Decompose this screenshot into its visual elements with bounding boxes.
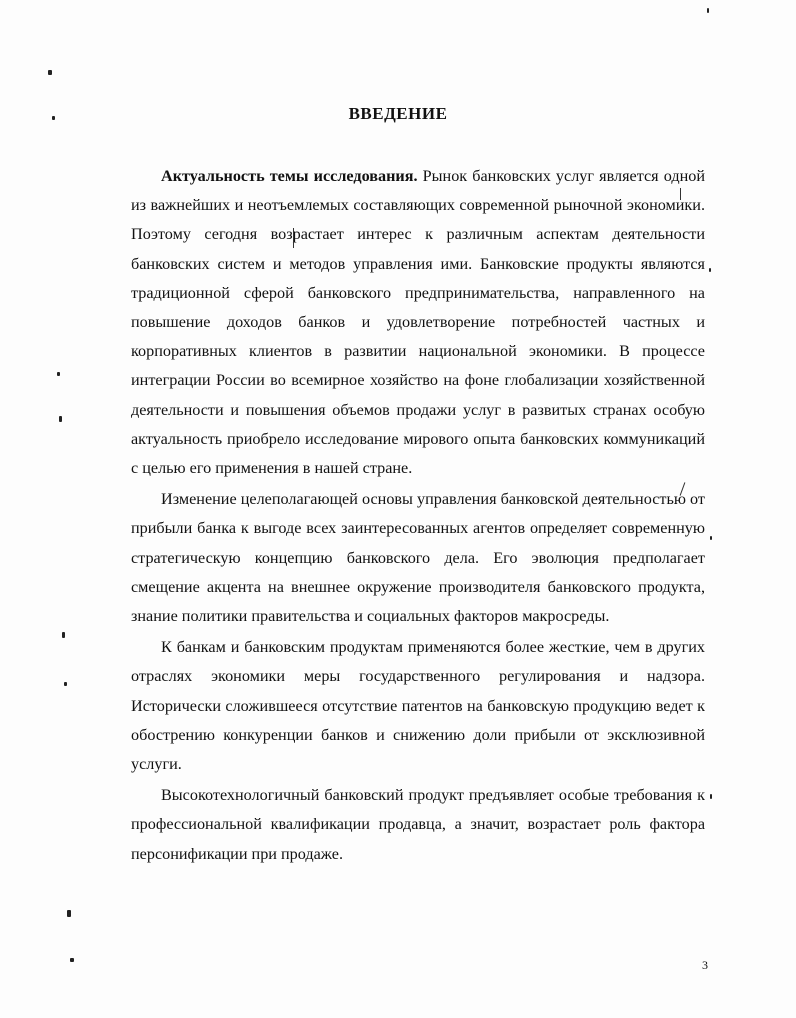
paragraph-regulation: К банкам и банковским продуктам применяются более жесткие, чем в других отраслях экономики меры государственного регулирования и надзора. Исторически сложившееся отсутствие патентов на банковскую продукцию ведет к обострению конкуренции банков и снижению доли прибыли от эксклюзивной услуги. <box>131 638 705 774</box>
scan-speck <box>67 910 71 917</box>
scan-speck <box>48 70 52 75</box>
scan-mark <box>293 228 294 248</box>
scan-speck <box>70 958 74 962</box>
page-title: ВВЕДЕНИЕ <box>348 104 448 123</box>
scan-mark <box>680 188 681 200</box>
scan-speck <box>707 8 709 13</box>
paragraph-text: Рынок банковских услуг является одной из важнейших и неотъемлемых составляющих современной рыночной экономики. Поэтому сегодня возрастает интерес к различным аспектам деятельности банковских систем и методов управления ими. Банковские продукты являются традиционной сферой банковского предпринимательства, направленного на повышение доходов банков и удовлетворение потребностей частных и корпоративных клиентов в развитии национальной экономики. В процессе интеграции России во всемирное хозяйство на фоне глобализации хозяйственной деятельности и повышения объемов продажи услуг в развитых странах особую актуальность приобрело исследование мирового опыта банковских коммуникаций с целью его применения в нашей стране. <box>131 167 705 478</box>
paragraph-management-basis: Изменение целеполагающей основы управления банковской деятельностью от прибыли банка к выгоде всех заинтересованных агентов определяет современную стратегическую концепцию банковского дела. Его эволюция предполагает смещение акцента на внешнее окружение производителя банковского продукта, знание политики правительства и социальных факторов макросреды. <box>131 490 705 626</box>
scan-speck <box>709 268 711 272</box>
scan-speck <box>52 116 55 120</box>
body-text <box>131 162 705 869</box>
paragraph-lead: Актуальность темы исследования. <box>161 167 418 185</box>
scan-speck <box>59 416 62 422</box>
scan-speck <box>64 682 67 686</box>
scan-speck <box>62 632 65 638</box>
paragraph-relevance <box>131 162 705 483</box>
paragraph-high-tech-product: Высокотехнологичный банковский продукт предъявляет особые требования к профессиональной квалификации продавца, а значит, возрастает роль фактора персонификации при продаже. <box>131 786 705 863</box>
scan-speck <box>57 372 60 376</box>
page-number: 3 <box>702 958 708 972</box>
scan-speck <box>710 536 712 540</box>
scan-speck <box>710 794 712 799</box>
